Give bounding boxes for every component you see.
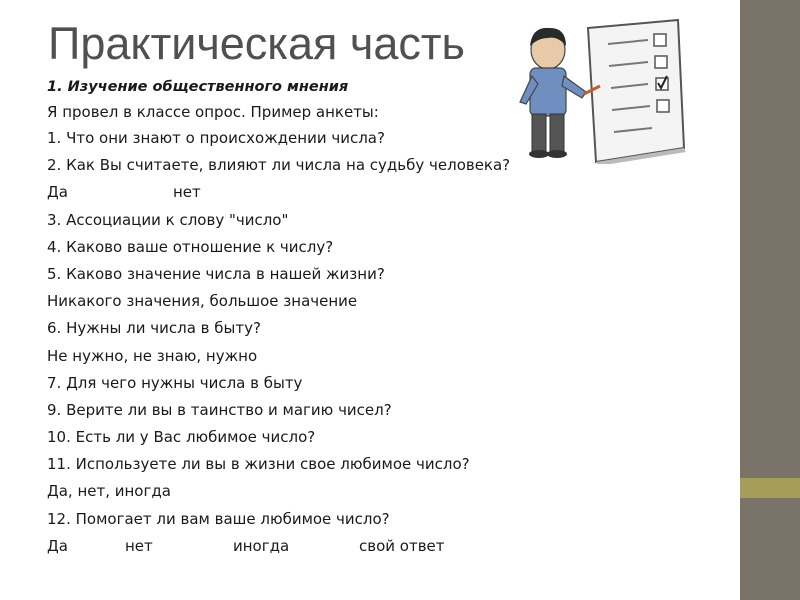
- answer-options-q12: [47, 533, 647, 560]
- question-10: 10. Есть ли у Вас любимое число?: [47, 428, 316, 447]
- answer-options-q6: Не нужно, не знаю, нужно: [47, 346, 258, 365]
- sidebar-accent-bar: [740, 478, 800, 498]
- question-1: 1. Что они знают о происхождении числа?: [47, 129, 385, 147]
- slide-title: Практическая часть: [48, 18, 465, 69]
- question-6: 6. Нужны ли числа в быту?: [47, 319, 261, 338]
- question-3: 3. Ассоциации к слову "число": [47, 210, 289, 229]
- answer-options-q5: Никакого значения, большое значение: [47, 292, 358, 311]
- intro-text: Я провел в классе опрос. Пример анкеты:: [47, 103, 379, 121]
- survey-content: [47, 76, 647, 560]
- answer-options-q11: Да, нет, иногда: [47, 482, 171, 501]
- question-7: 7. Для чего нужны числа в быту: [47, 373, 303, 392]
- option-yes: Да: [47, 536, 68, 555]
- answer-options-q2: [47, 179, 647, 206]
- question-4: 4. Каково ваше отношение к числу?: [47, 237, 334, 256]
- option-no: нет: [125, 536, 153, 555]
- question-9: 9. Верите ли вы в таинство и магию чисел?: [47, 400, 392, 419]
- question-12: 12. Помогает ли вам ваше любимое число?: [47, 509, 390, 528]
- option-sometimes: иногда: [233, 536, 290, 555]
- option-yes: Да: [47, 183, 68, 202]
- option-no: нет: [173, 183, 201, 202]
- question-11: 11. Используете ли вы в жизни свое любимое число?: [47, 455, 470, 474]
- section-subtitle: 1. Изучение общественного мнения: [47, 79, 349, 95]
- decorative-sidebar: [740, 0, 800, 600]
- option-own-answer: свой ответ: [359, 536, 445, 555]
- question-2: 2. Как Вы считаете, влияют ли числа на судьбу человека?: [47, 156, 511, 175]
- question-5: 5. Каково значение числа в нашей жизни?: [47, 264, 385, 283]
